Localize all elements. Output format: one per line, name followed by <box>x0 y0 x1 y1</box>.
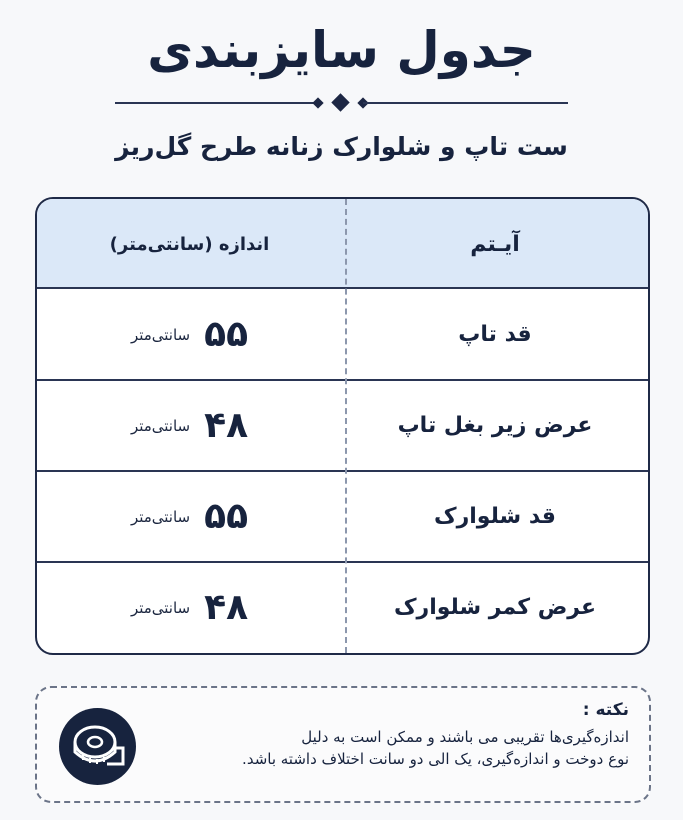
note-text <box>149 726 629 770</box>
row-item-label: عرض زیر بغل تاپ <box>397 413 593 438</box>
note-line: اندازه‌گیری‌ها تقریبی می باشند و ممکن است به دلیل <box>301 728 629 746</box>
row-size-unit: سانتی‌متر <box>130 507 191 526</box>
table-header-row <box>37 199 648 289</box>
column-divider <box>345 199 347 653</box>
note-box <box>35 686 651 803</box>
row-size-cell <box>37 471 342 562</box>
table-row <box>37 289 648 380</box>
row-size-value: ۵۵ <box>204 496 249 537</box>
row-size-unit: سانتی‌متر <box>130 325 191 344</box>
title-divider <box>115 96 568 110</box>
measuring-tape-icon <box>59 708 136 785</box>
row-item-label: عرض کمر شلوارک <box>394 595 596 620</box>
table-row <box>37 562 648 653</box>
row-item-label: قد شلوارک <box>434 504 556 529</box>
row-size-cell <box>37 289 342 380</box>
header-size: اندازه (سانتی‌متر) <box>109 233 270 255</box>
row-size-unit: سانتی‌متر <box>130 416 191 435</box>
note-title: نکته : <box>582 700 629 720</box>
size-table <box>35 197 650 655</box>
header-item: آیـتم <box>470 231 520 257</box>
table-row <box>37 471 648 562</box>
row-size-cell <box>37 562 342 653</box>
note-line: نوع دوخت و اندازه‌گیری، یک الی دو سانت اختلاف داشته باشد. <box>242 750 629 768</box>
table-row <box>37 380 648 471</box>
row-item-label: قد تاپ <box>458 322 532 347</box>
row-size-value: ۴۸ <box>204 405 249 446</box>
row-size-cell <box>37 380 342 471</box>
page-title: جدول سایزبندی <box>147 21 536 79</box>
page-subtitle: ست تاپ و شلوارک زنانه طرح گل‌ریز <box>115 132 568 161</box>
row-size-value: ۴۸ <box>204 587 249 628</box>
row-size-value: ۵۵ <box>204 314 249 355</box>
row-size-unit: سانتی‌متر <box>130 598 191 617</box>
